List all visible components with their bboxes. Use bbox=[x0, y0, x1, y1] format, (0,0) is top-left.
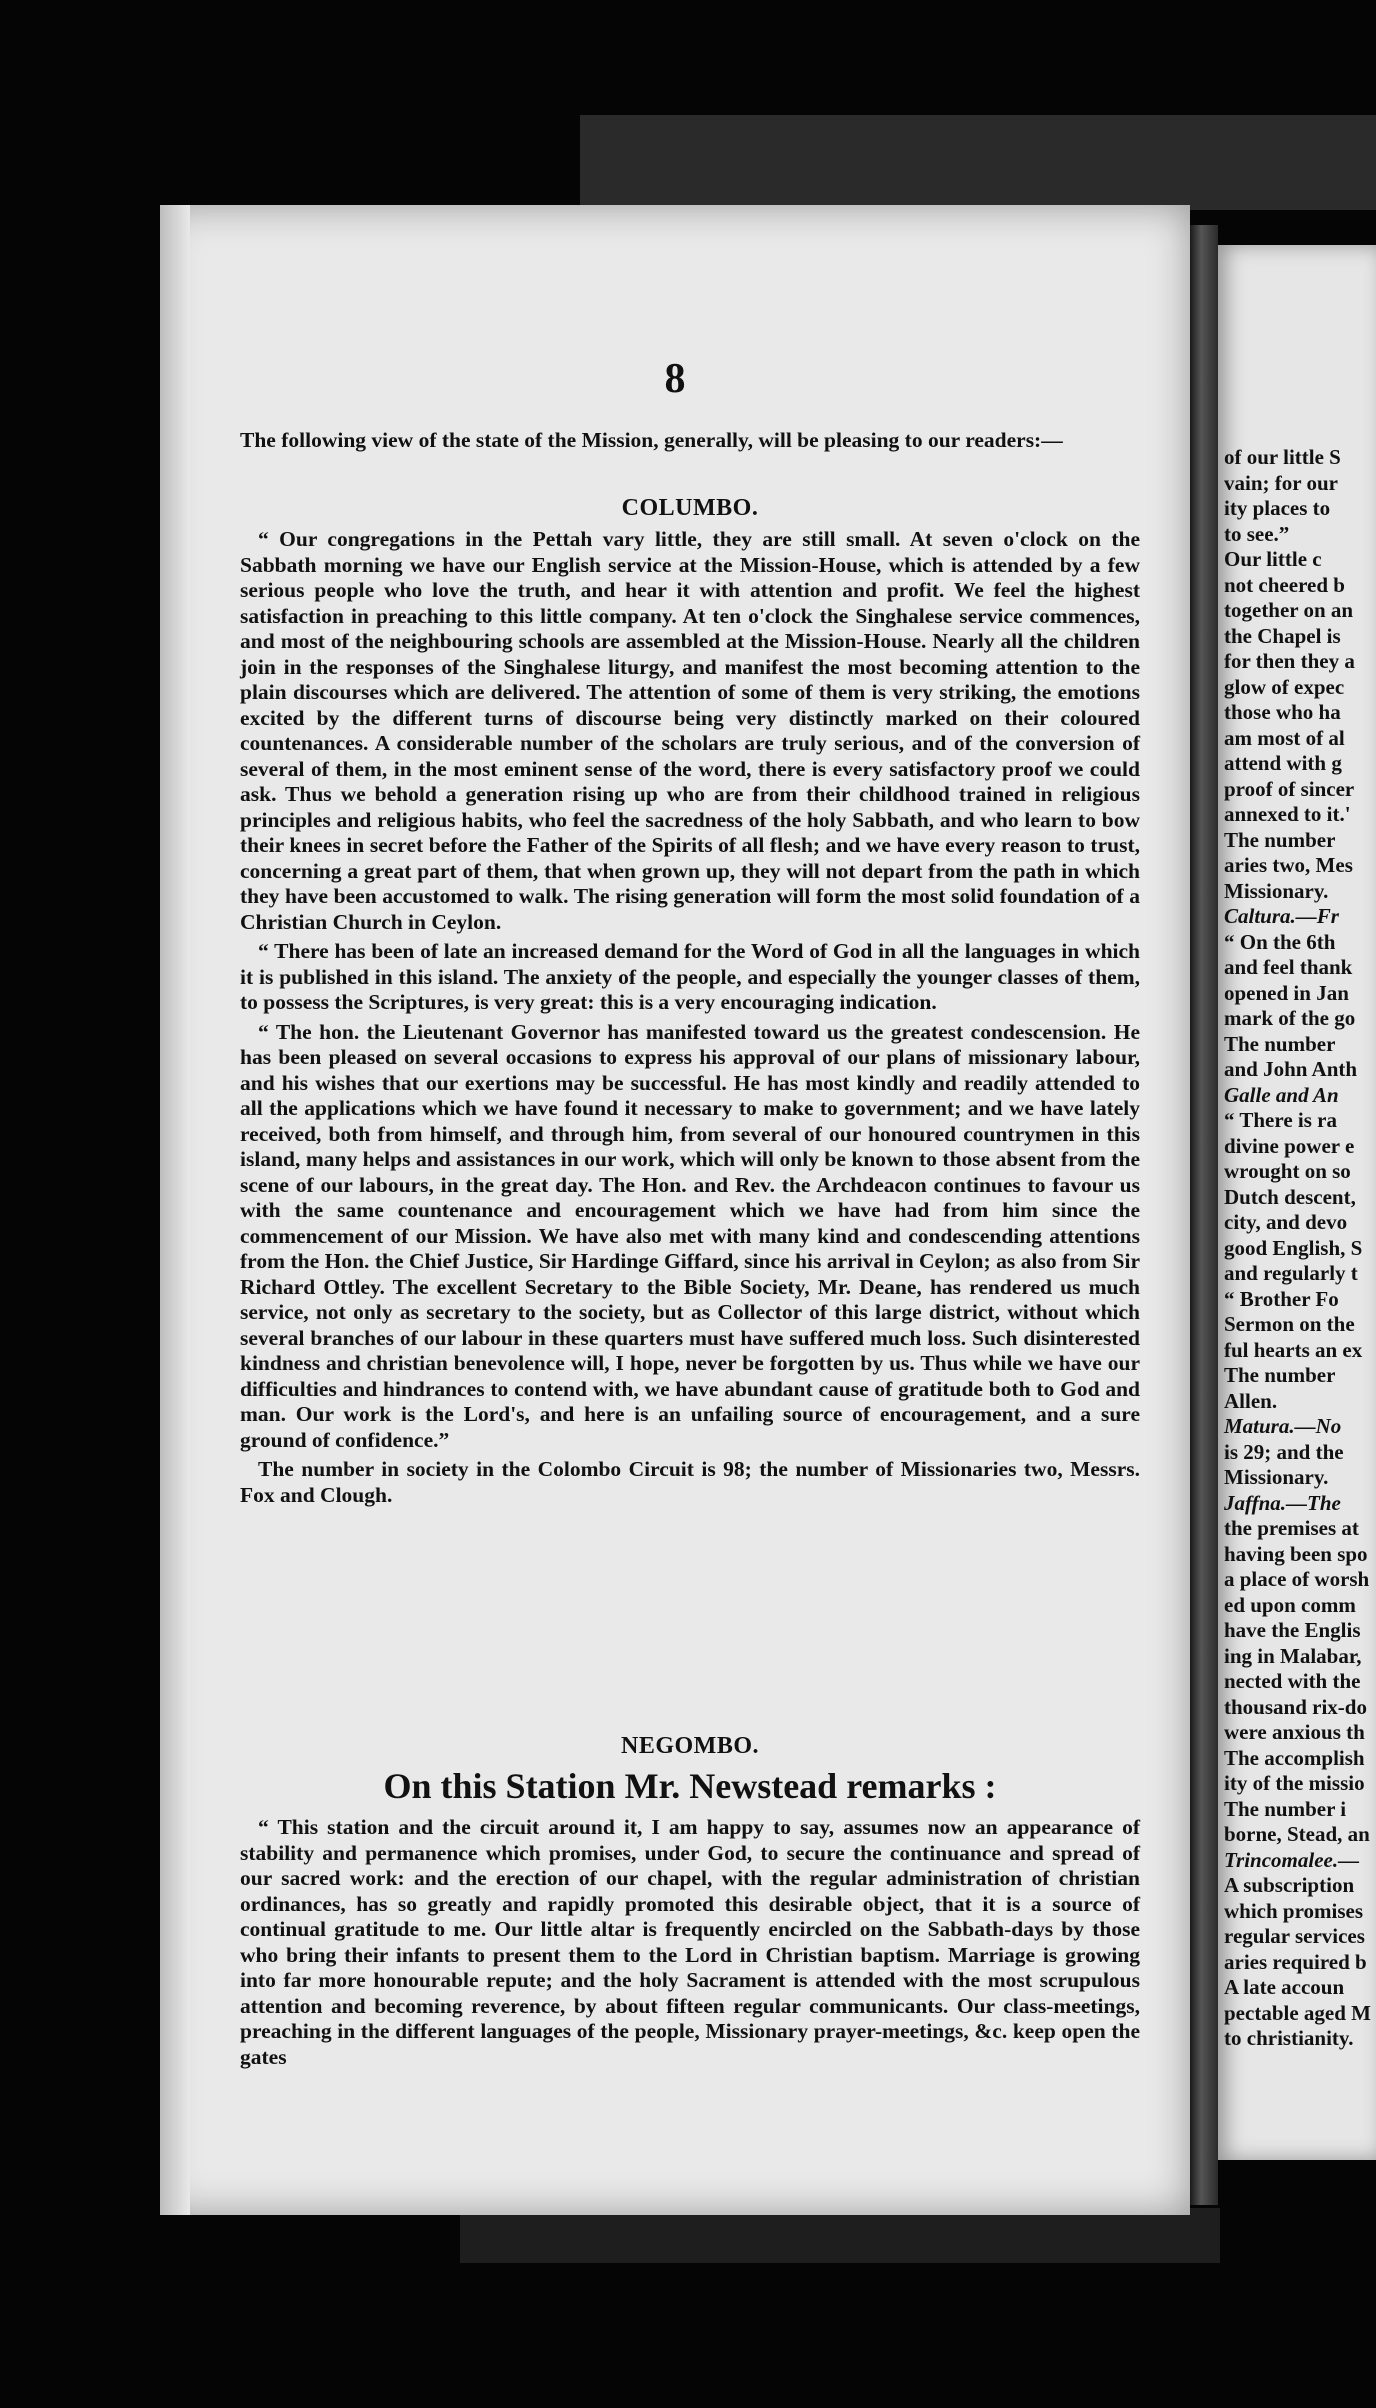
right-page-line: those who ha bbox=[1224, 700, 1341, 724]
right-page-line: “ On the 6th bbox=[1224, 929, 1336, 954]
right-page-fragment bbox=[1218, 245, 1376, 2160]
book-gutter bbox=[1190, 225, 1218, 2205]
page-number: 8 bbox=[664, 356, 686, 402]
right-page-line: The number bbox=[1224, 1363, 1336, 1387]
right-page-line: Missionary. bbox=[1224, 1465, 1329, 1489]
right-page-line: having been spo bbox=[1224, 1541, 1368, 1566]
right-page-line: have the Englis bbox=[1224, 1618, 1361, 1642]
right-page-line: to see.” bbox=[1224, 521, 1290, 546]
right-page-line: together on an bbox=[1224, 598, 1354, 622]
right-page-line: attend with g bbox=[1224, 751, 1342, 775]
right-page-line: the premises at bbox=[1224, 1516, 1359, 1540]
right-page-line: good English, S bbox=[1224, 1235, 1363, 1260]
right-page-line: to christianity. bbox=[1224, 2026, 1354, 2050]
negombo-paragraph: “ This station and the circuit around it, I am happy to say, assumes now an appearance of stability and permanence which promises, under God, to secure the continuance and spread of our sacred work: and the erection of our chapel, with the regular administration of christian ordinances, has so greatly and rapidly promoted this desirable object, that it is a source of continual gratitude to me. Our little altar is frequently encircled on the Sabbath-days by those who bring their infants to present them to the Lord in Christian baptism. Marriage is growing into far more honourable repute; and the holy Sacrament is attended with the most scrupulous attention and becoming reverence, by about fifteen regular communicants. Our class-meetings, preaching in the different languages of the people, Missionary prayer-meetings, &c. keep open the gates bbox=[240, 1815, 1140, 2069]
right-page-line: not cheered b bbox=[1224, 572, 1345, 597]
right-page-line: Missionary. bbox=[1224, 878, 1329, 903]
right-page-line: The number i bbox=[1224, 1796, 1347, 1821]
right-page-line: Galle and An bbox=[1224, 1082, 1339, 1107]
right-page-line: ity of the missio bbox=[1224, 1771, 1365, 1795]
columbo-summary: The number in society in the Colombo Circuit is 98; the number of Missionaries two, Messrs. Fox and Clough. bbox=[240, 1457, 1140, 1507]
columbo-text bbox=[240, 527, 1140, 1508]
right-page-line: The number bbox=[1224, 827, 1336, 852]
negombo-subheading: On this Station Mr. Newstead remarks : bbox=[383, 1766, 997, 1806]
right-page-line: borne, Stead, an bbox=[1224, 1822, 1370, 1846]
right-page-line: glow of expec bbox=[1224, 674, 1345, 699]
right-page-line: Jaffna.—The bbox=[1224, 1490, 1341, 1515]
right-page-line: pectable aged M bbox=[1224, 2000, 1371, 2025]
right-page-line: regular services bbox=[1224, 1924, 1365, 1948]
right-page-line: divine power e bbox=[1224, 1133, 1355, 1158]
page-edge-shadow bbox=[160, 205, 190, 2215]
right-page-line: and John Anth bbox=[1224, 1057, 1358, 1081]
right-page-line: for then they a bbox=[1224, 649, 1355, 673]
right-page-line: wrought on so bbox=[1224, 1159, 1351, 1183]
right-page-line: a place of worsh bbox=[1224, 1567, 1370, 1591]
right-page-line: ity places to bbox=[1224, 496, 1331, 520]
right-page-line: proof of sincer bbox=[1224, 776, 1355, 801]
section-heading-columbo: COLUMBO. bbox=[621, 495, 759, 521]
negombo-text bbox=[240, 1815, 1140, 2070]
columbo-paragraph-1: “ Our congregations in the Pettah vary little, they are still small. At seven o'clock on the Sabbath morning we have our English service at the Mission-House, which is attended by a few serious people who love the truth, and hear it with attention and profit. We feel the highest satisfaction in preaching to this little company. At ten o'clock the Singhalese service commences, and most of the neighbouring schools are assembled at the Mission-House. Nearly all the children join in the responses of the Singhalese liturgy, and manifest the most becoming attention to the plain discourses which are delivered. The attention of some of them is very striking, the emotions excited by the different turns of discourse being very distinctly marked on their coloured countenances. A considerable number of the scholars are truly serious, and of the conversion of several of them, in the most eminent sense of the word, there is every satisfactory proof we could ask. Thus we behold a generation rising up who are from their childhood trained in religious principles and religious habits, who feel the sacredness of the holy Sabbath, and who learn to bow their knees in secret before the Father of the Spirits of all flesh; and we have every reason to trust, concerning a great part of them, that when grown up, they will not depart from the path in which they have been accustomed to walk. The rising generation will form the most solid foundation of a Christian Church in Ceylon. bbox=[240, 527, 1140, 934]
right-page-line: Our little c bbox=[1224, 547, 1322, 571]
right-page-line: Caltura.—Fr bbox=[1224, 904, 1339, 928]
right-page-line: The accomplish bbox=[1224, 1745, 1365, 1770]
right-page-line: and feel thank bbox=[1224, 955, 1353, 979]
right-page-line: the Chapel is bbox=[1224, 623, 1341, 648]
right-page-line: ed upon comm bbox=[1224, 1592, 1356, 1617]
section-heading-negombo: NEGOMBO. bbox=[620, 1733, 759, 1759]
right-page-line: Sermon on the bbox=[1224, 1312, 1355, 1336]
right-page-line: mark of the go bbox=[1224, 1006, 1356, 1030]
columbo-paragraph-3: “ The hon. the Lieutenant Governor has manifested toward us the greatest condescension. He has been pleased on several occasions to express his approval of our plans of missionary labour, and his wishes that our exertions may be successful. He has most kindly and readily attended to all the applications which we have found it necessary to make to government; and we have lately received, both from himself, and through him, from several of our honoured countrymen in this island, many helps and assistances in our work, which will only be known to those absent from the scene of our labours, in the great day. The Hon. and Rev. the Archdeacon continues to favour us with the same countenance and encouragement which we have had from him since the commencement of our Mission. We have also met with many kind and condescending attentions from the Hon. the Chief Justice, Sir Hardinge Giffard, since his arrival in Ceylon; as also from Sir Richard Ottley. The excellent Secretary to the Bible Society, Mr. Deane, has rendered us much service, not only as secretary to the society, but as Collector of this large district, without which several branches of our labour in these quarters must have suffered much loss. Such disinterested kindness and christian benevolence will, I hope, never be forgotten by us. Thus while we have our difficulties and hindrances to contend with, we have abundant cause of gratitude both to God and man. Our work is the Lord's, and here is an unfailing source of encouragement, and a sure ground of confidence.” bbox=[240, 1019, 1140, 1452]
right-page-line: aries required b bbox=[1224, 1949, 1367, 1974]
right-page-line: am most of al bbox=[1224, 725, 1345, 750]
right-page-line: Dutch descent, bbox=[1224, 1184, 1356, 1209]
right-page-line: nected with the bbox=[1224, 1669, 1361, 1693]
right-page-line: opened in Jan bbox=[1224, 980, 1349, 1005]
intro-paragraph: The following view of the state of the Mission, generally, will be pleasing to our readers:— bbox=[240, 428, 1063, 452]
right-page-line: “ Brother Fo bbox=[1224, 1286, 1339, 1311]
right-page-line: is 29; and the bbox=[1224, 1439, 1344, 1464]
right-page-line: The number bbox=[1224, 1031, 1336, 1056]
right-page-line: A late accoun bbox=[1224, 1975, 1345, 1999]
right-page-line: A subscription bbox=[1224, 1873, 1355, 1897]
right-page-line: “ There is ra bbox=[1224, 1108, 1337, 1132]
right-page-line: of our little S bbox=[1224, 445, 1341, 469]
right-page-line: ing in Malabar, bbox=[1224, 1643, 1362, 1668]
scan-background-strip-bottom bbox=[460, 2208, 1220, 2263]
right-page-line: which promises bbox=[1224, 1898, 1364, 1923]
right-page-line: annexed to it.' bbox=[1224, 802, 1351, 826]
right-page-line: Allen. bbox=[1224, 1388, 1278, 1413]
right-page-line: ful hearts an ex bbox=[1224, 1337, 1363, 1362]
right-page-line: vain; for our bbox=[1224, 470, 1338, 495]
left-page bbox=[160, 205, 1190, 2215]
right-page-line: and regularly t bbox=[1224, 1261, 1358, 1285]
right-page-line: aries two, Mes bbox=[1224, 853, 1353, 877]
right-page-lines bbox=[1218, 445, 1371, 2052]
right-page-line: thousand rix-do bbox=[1224, 1694, 1367, 1719]
right-page-line: city, and devo bbox=[1224, 1210, 1348, 1234]
right-page-line: Trincomalee.— bbox=[1224, 1847, 1360, 1872]
right-page-line: Matura.—No bbox=[1224, 1414, 1342, 1438]
columbo-paragraph-2: “ There has been of late an increased demand for the Word of God in all the languages in which it is published in this island. The anxiety of the people, and especially the younger classes of them, to possess the Scriptures, is very great: this is a very encouraging indication. bbox=[240, 939, 1140, 1014]
right-page-line: were anxious th bbox=[1224, 1720, 1365, 1744]
scan-background-strip bbox=[580, 115, 1376, 210]
